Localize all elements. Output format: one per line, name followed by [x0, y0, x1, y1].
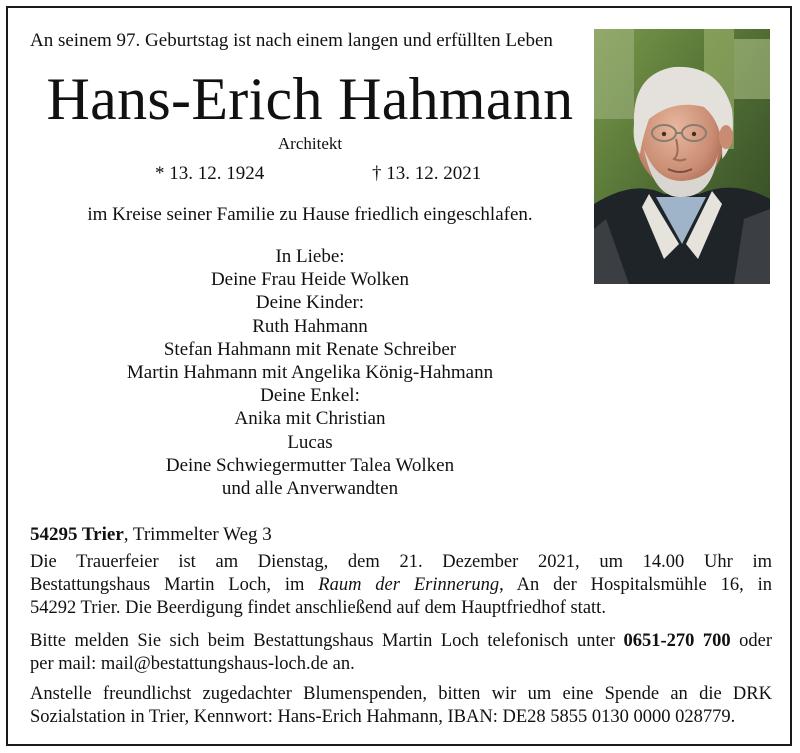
phone-number: 0651-270 700: [623, 631, 731, 651]
funeral-line-2-start: Bestattungshaus Martin Loch, im: [30, 575, 319, 595]
mourner-line: Martin Hahmann mit Angelika König-Hahmann: [126, 362, 494, 384]
funeral-line-2-end: , An der Hospitalsmühle 16, in: [499, 575, 772, 595]
funeral-line-1: Die Trauerfeier ist am Dienstag, dem 21. Dezember 2021, um 14.00 Uhr im: [30, 552, 772, 572]
donation-line-1: Anstelle freundlichst zugedachter Blumenspenden, bitten wir um eine Spende an die DRK: [30, 684, 772, 704]
mourner-line: und alle Anverwandten: [221, 478, 399, 500]
portrait-photo: [594, 29, 770, 284]
mourner-line: Deine Enkel:: [260, 385, 360, 407]
funeral-line-2: [30, 574, 772, 597]
room-name: Raum der Erinnerung: [318, 575, 500, 595]
intro-text: An seinem 97. Geburtstag ist nach einem langen und erfüllten Leben: [30, 30, 553, 51]
contact-line-1-start: Bitte melden Sie sich beim Bestattungshaus Martin Loch telefonisch unter: [30, 631, 624, 651]
profession: Architekt: [277, 134, 343, 153]
address-city: 54295 Trier: [30, 524, 124, 545]
contact-line-1-end: oder: [730, 631, 772, 651]
contact-line-1: [30, 630, 772, 653]
birth-date: * 13. 12. 1924: [155, 163, 265, 184]
mourner-line: Deine Kinder:: [255, 292, 365, 314]
mourner-line: Lucas: [287, 431, 333, 453]
donation-line-2: Sozialstation in Trier, Kennwort: Hans-Erich Hahmann, IBAN: DE28 5855 0130 0000 028779.: [30, 707, 736, 727]
funeral-line-3: 54292 Trier. Die Beerdigung findet anschließend auf dem Hauptfriedhof statt.: [30, 598, 606, 618]
funeral-info: [30, 551, 772, 620]
mourner-line: Ruth Hahmann: [252, 315, 368, 337]
mourner-line: Deine Frau Heide Wolken: [210, 269, 410, 291]
mourner-line: Anika mit Christian: [234, 408, 386, 430]
contact-line-2: per mail: mail@bestattungshaus-loch.de an.: [30, 654, 355, 674]
mourners-list: [30, 245, 590, 500]
family-address: [30, 524, 272, 546]
donation-info: [30, 683, 772, 729]
passing-text: im Kreise seiner Familie zu Hause friedlich eingeschlafen.: [87, 204, 533, 225]
mourner-line: Stefan Hahmann mit Renate Schreiber: [163, 338, 457, 360]
deceased-name: Hans-Erich Hahmann: [46, 66, 574, 132]
contact-info: [30, 630, 772, 676]
mourner-line: In Liebe:: [275, 246, 345, 267]
address-street: , Trimmelter Weg 3: [123, 524, 272, 545]
death-date: † 13. 12. 2021: [372, 163, 482, 184]
mourner-line: Deine Schwiegermutter Talea Wolken: [165, 454, 455, 476]
